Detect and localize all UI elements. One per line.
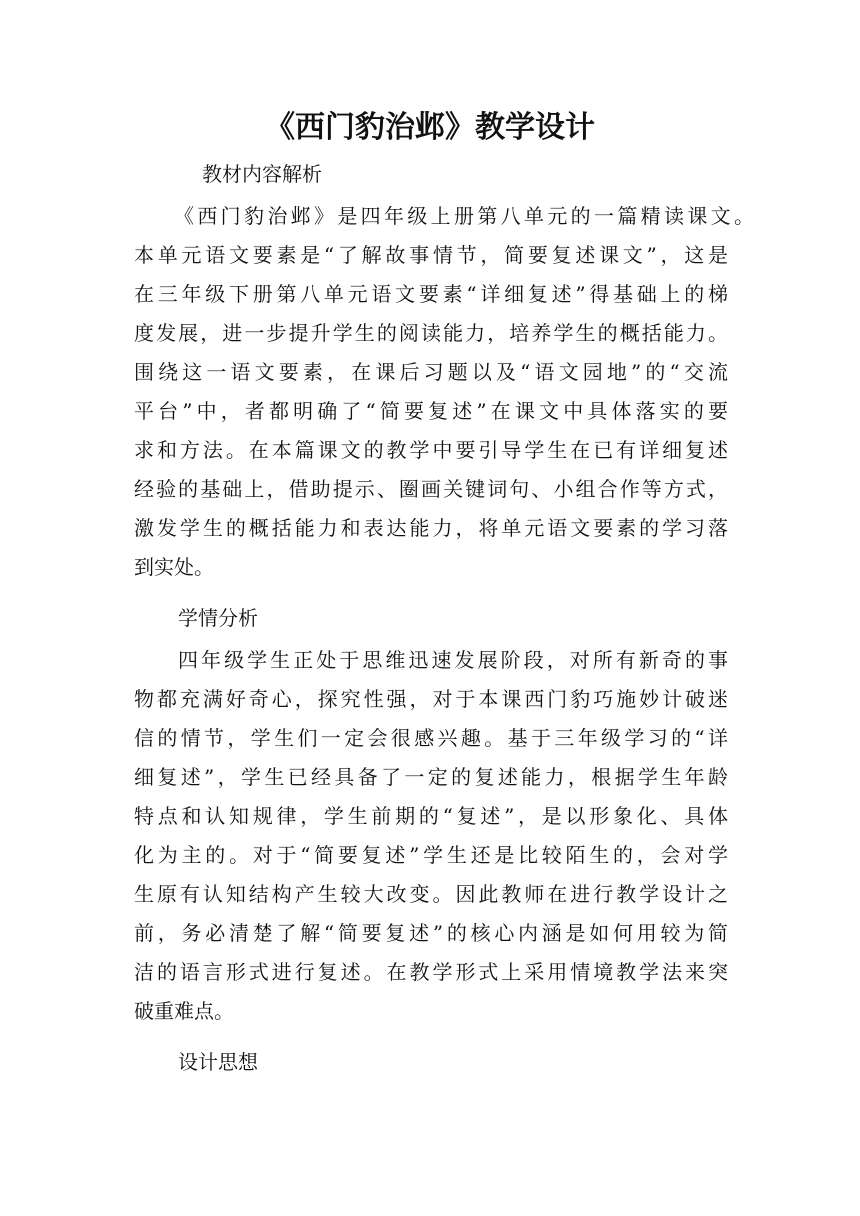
paragraph-line: 信的情节，学生们一定会很感兴趣。基于三年级学习的“详 — [134, 726, 728, 750]
paragraph-line: 经验的基础上，借助提示、圈画关键词句、小组合作等方式， — [134, 477, 728, 501]
paragraph-line: 破重难点。 — [134, 999, 234, 1023]
paragraph-line: 特点和认知规律，学生前期的“复述”，是以形象化、具体 — [134, 804, 728, 828]
paragraph-line: 化为主的。对于“简要复述”学生还是比较陌生的，会对学 — [134, 843, 728, 867]
paragraph-line: 前，务必清楚了解“简要复述”的核心内涵是如何用较为简 — [134, 921, 728, 945]
paragraph-line: 到实处。 — [134, 555, 214, 579]
paragraph-line: 生原有认知结构产生较大改变。因此教师在进行教学设计之 — [134, 882, 728, 906]
paragraph-line: 洁的语言形式进行复述。在教学形式上采用情境教学法来突 — [134, 960, 728, 984]
section-heading-textbook-analysis: 教材内容解析 — [202, 162, 322, 186]
paragraph-line: 度发展，进一步提升学生的阅读能力，培养学生的概括能力。 — [134, 321, 728, 345]
paragraph-line: 细复述”，学生已经具备了一定的复述能力，根据学生年龄 — [134, 765, 728, 789]
paragraph-line: 激发学生的概括能力和表达能力，将单元语文要素的学习落 — [134, 516, 728, 540]
paragraph-line: 在三年级下册第八单元语文要素“详细复述”得基础上的梯 — [134, 282, 728, 306]
section-heading-design-idea: 设计思想 — [178, 1050, 258, 1074]
paragraph-line: 四年级学生正处于思维迅速发展阶段，对所有新奇的事 — [178, 648, 728, 672]
section-heading-student-analysis: 学情分析 — [178, 606, 258, 630]
paragraph-line: 平台”中，者都明确了“简要复述”在课文中具体落实的要 — [134, 399, 728, 423]
paragraph-line: 本单元语文要素是“了解故事情节，简要复述课文”，这是 — [134, 243, 728, 267]
document-title: 《西门豹治邺》教学设计 — [265, 110, 595, 145]
paragraph-line: 物都充满好奇心，探究性强，对于本课西门豹巧施妙计破迷 — [134, 687, 728, 711]
paragraph-line: 求和方法。在本篇课文的教学中要引导学生在已有详细复述 — [134, 438, 728, 462]
paragraph-line: 《西门豹治邺》是四年级上册第八单元的一篇精读课文。 — [174, 204, 754, 228]
paragraph-line: 围绕这一语文要素，在课后习题以及“语文园地”的“交流 — [134, 360, 728, 384]
